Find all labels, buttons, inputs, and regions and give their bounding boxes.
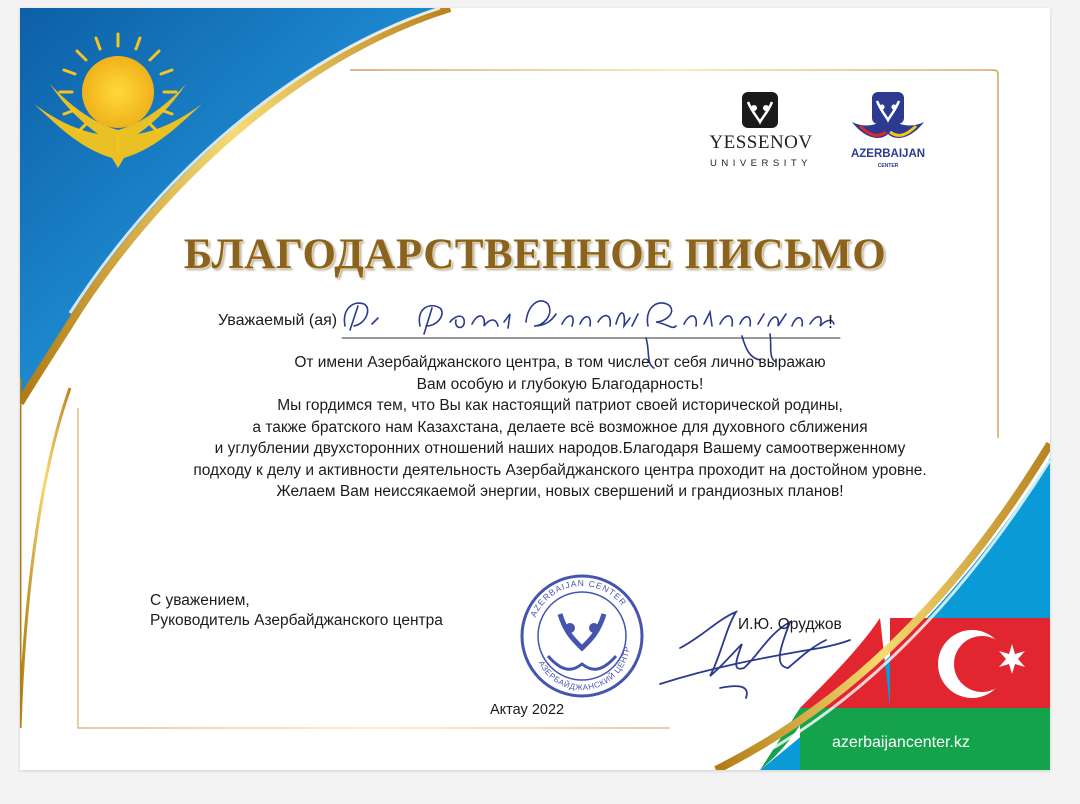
yessenov-logo bbox=[742, 92, 778, 128]
body-line: и углублении двухсторонних отношений наших народов.Благодаря Вашему самоотверженному bbox=[214, 440, 906, 457]
yessenov-name: YESSENOV bbox=[709, 132, 813, 153]
yessenov-sub: UNIVERSITY bbox=[709, 158, 812, 169]
closing-line-2: Руководитель Азербайджанского центра bbox=[150, 612, 443, 629]
place-date: Актау 2022 bbox=[490, 702, 565, 718]
website-link: azerbaijancenter.kz bbox=[832, 734, 970, 751]
salutation-suffix: ! bbox=[828, 312, 834, 332]
azerbaijan-center-sub: CENTER bbox=[877, 163, 899, 169]
body-line: Вам особую и глубокую Благодарность! bbox=[416, 375, 704, 393]
crescent-inner bbox=[954, 636, 1010, 692]
svg-text:АЗЕРБАЙДЖАНСКИЙ ЦЕНТР: АЗЕРБАЙДЖАНСКИЙ ЦЕНТР bbox=[536, 645, 632, 693]
body-line: Мы гордимся тем, что Вы как настоящий патриот своей исторической родины, bbox=[277, 397, 843, 414]
closing-line-1: С уважением, bbox=[150, 592, 250, 609]
body-line: Желаем Вам неиссякаемой энергии, новых свершений и грандиозных планов! bbox=[276, 483, 844, 500]
certificate-page bbox=[20, 8, 1050, 770]
azerbaijan-center-logo bbox=[852, 92, 924, 138]
body-line: От имени Азербайджанского центра, в том числе от себя лично выражаю bbox=[294, 354, 826, 371]
svg-text:AZERBAIJAN CENTER: AZERBAIJAN CENTER bbox=[528, 577, 629, 619]
document-title: БЛАГОДАРСТВЕННОЕ ПИСЬМО bbox=[183, 231, 887, 278]
azerbaijan-center-name: AZERBAIJAN bbox=[850, 148, 926, 160]
body-line: а также братского нам Казахстана, делаете всё возможное для духовного сближения bbox=[252, 418, 868, 436]
letter-body bbox=[170, 352, 950, 503]
body-line: подходу к делу и активности деятельность Азербайджанского центра проходит на достойном уровне. bbox=[193, 461, 927, 479]
official-stamp bbox=[522, 576, 642, 696]
salutation-prefix: Уважаемый (ая) bbox=[218, 312, 338, 329]
signatory-name: И.Ю. Оруджов bbox=[738, 616, 842, 633]
sun bbox=[82, 56, 154, 128]
